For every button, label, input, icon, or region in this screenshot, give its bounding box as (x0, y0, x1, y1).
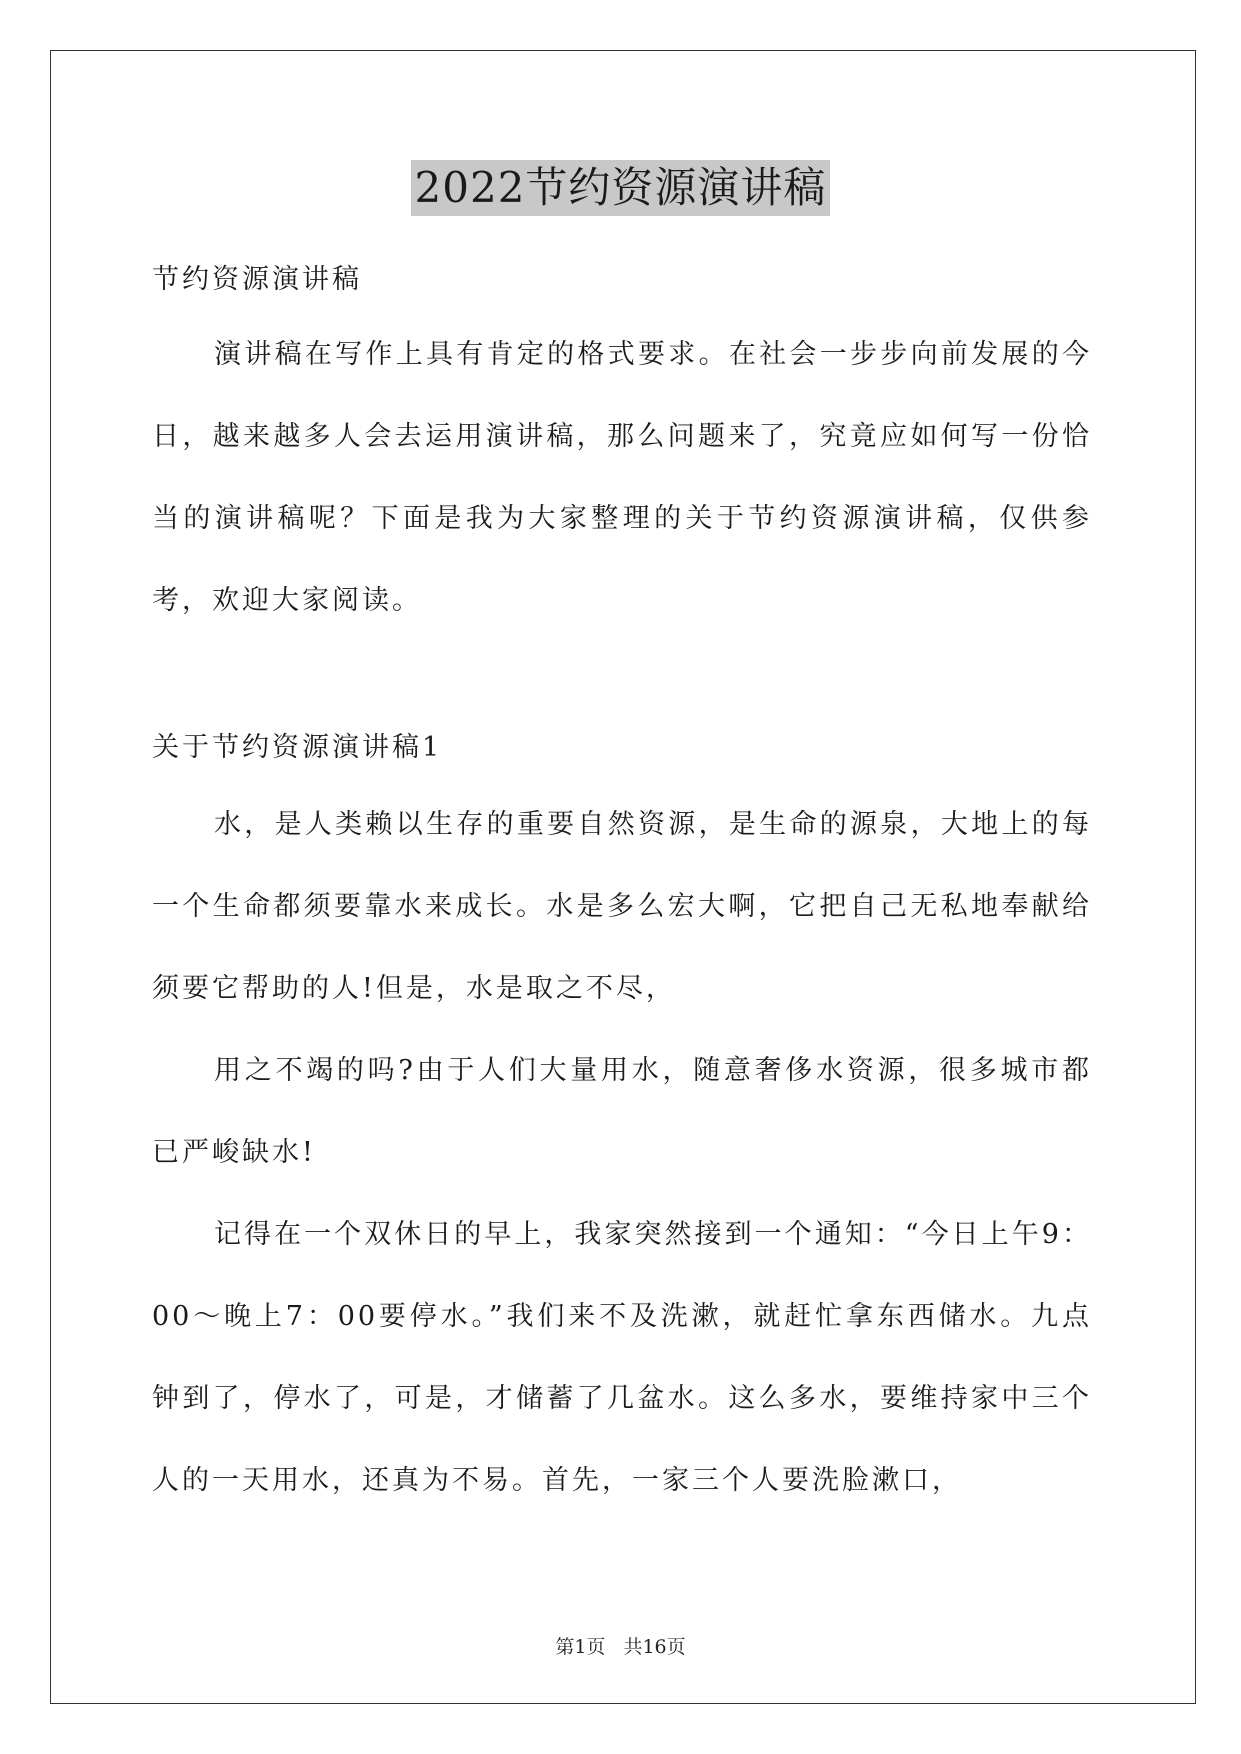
title-container (0, 160, 1241, 216)
document-title: 2022节约资源演讲稿 (411, 160, 831, 216)
page-number: 第1页 (555, 1636, 606, 1658)
body-paragraph: 水，是人类赖以生存的重要自然资源，是生命的源泉，大地上的每一个生命都须要靠水来成长。水是多么宏大啊，它把自己无私地奉献给须要它帮助的人!但是，水是取之不尽， (152, 809, 1092, 1004)
body-paragraph: 记得在一个双休日的早上，我家突然接到一个通知：“今日上午9：00～晚上7：00要停水。”我们来不及洗漱，就赶忙拿东西储水。九点钟到了，停水了，可是，才储蓄了几盆水。这么多水，要维持家中三个人的一天用水，还真为不易。首先，一家三个人要洗脸漱口， (152, 1219, 1092, 1496)
body-paragraph: 用之不竭的吗?由于人们大量用水，随意奢侈水资源，很多城市都已严峻缺水! (152, 1055, 1092, 1168)
page-footer (0, 1632, 1241, 1659)
section-heading: 关于节约资源演讲稿1 (152, 732, 443, 763)
page-total: 共16页 (623, 1636, 686, 1658)
subtitle: 节约资源演讲稿 (152, 264, 362, 295)
document-body (152, 260, 1092, 1522)
intro-paragraph: 演讲稿在写作上具有肯定的格式要求。在社会一步步向前发展的今日，越来越多人会去运用演讲稿，那么问题来了，究竟应如何写一份恰当的演讲稿呢？下面是我为大家整理的关于节约资源演讲稿，仅供参考，欢迎大家阅读。 (152, 339, 1092, 616)
